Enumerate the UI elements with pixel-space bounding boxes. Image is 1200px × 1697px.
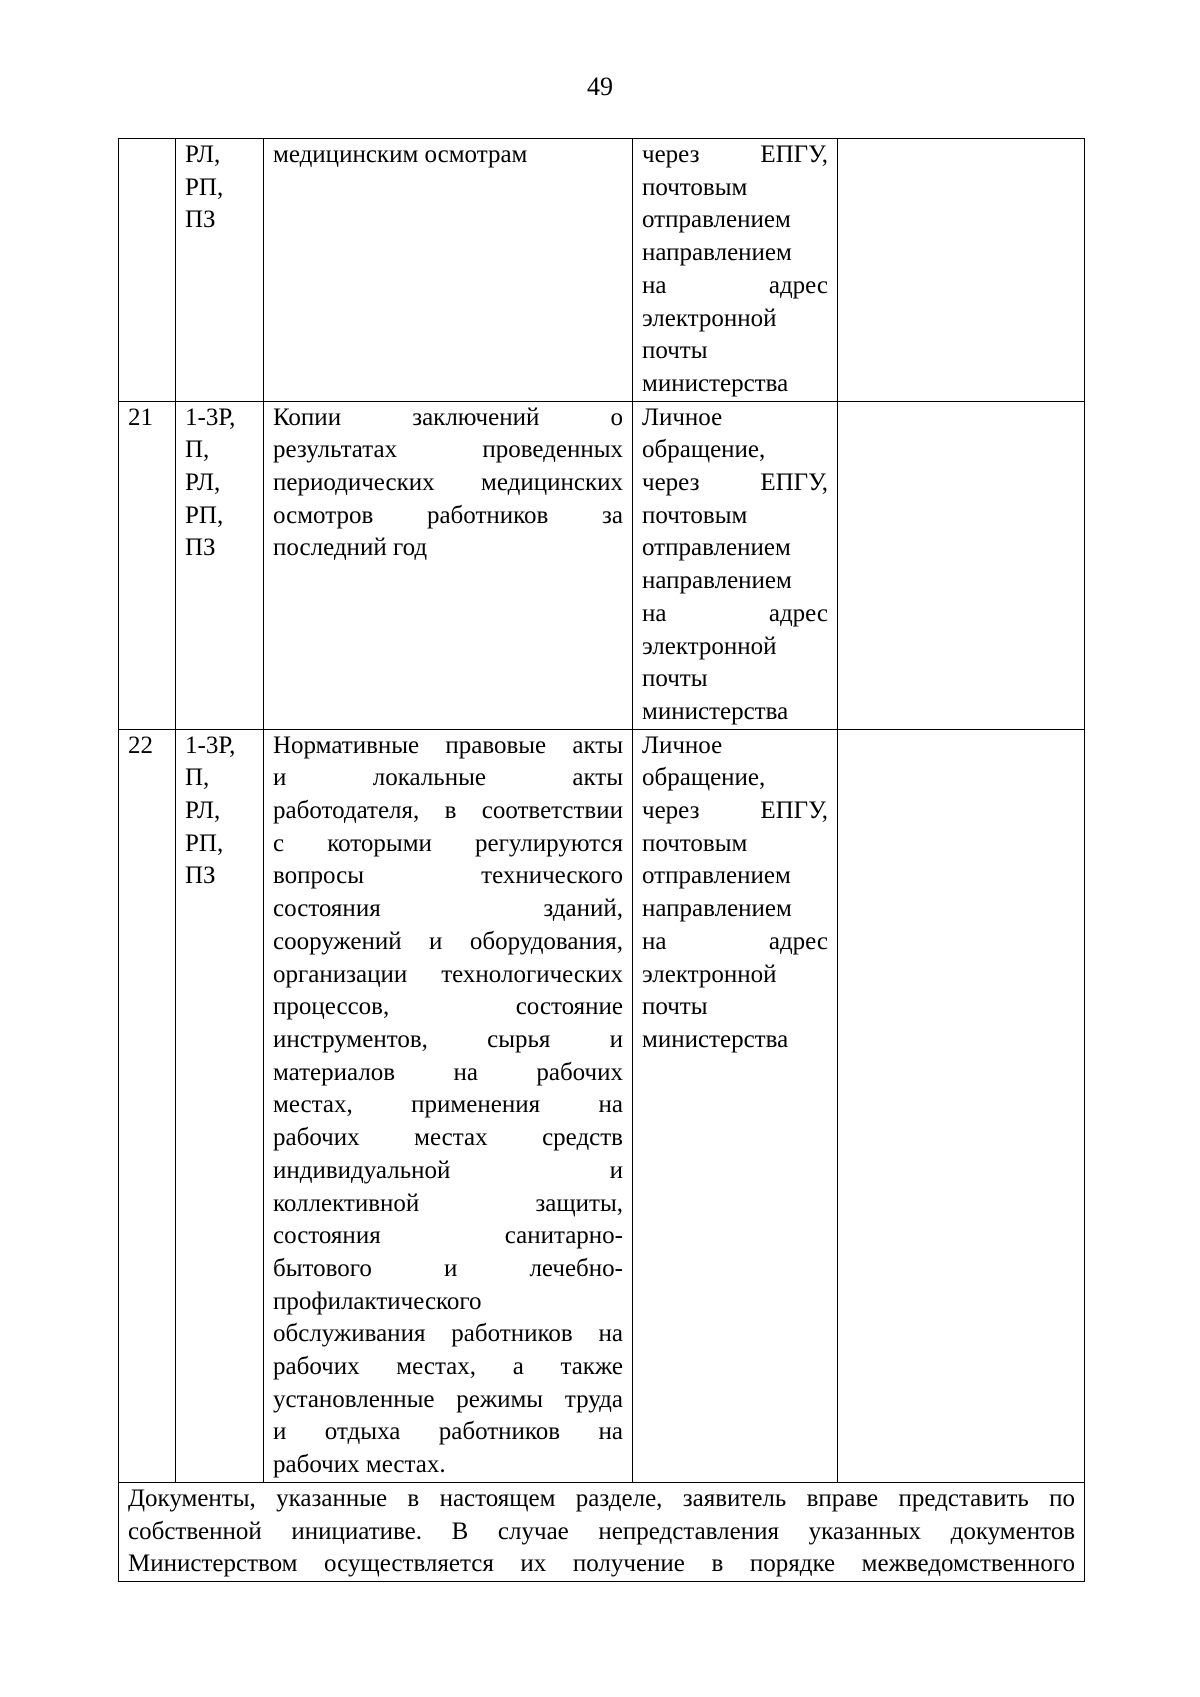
document-name-line: профилактического — [273, 1287, 482, 1315]
note-line: Документы, указанные в настоящем разделе, заявитель вправе представить по — [128, 1484, 1075, 1512]
submission-method-line: почтовым — [642, 173, 748, 201]
document-name-line: работодателя, в соответствии — [273, 797, 623, 825]
document-name-line: периодических медицинских — [273, 469, 623, 497]
document-name-cell — [264, 139, 633, 402]
document-name-line: Копии заключений о — [273, 403, 623, 431]
table-row — [119, 729, 1085, 1482]
applicant-code: РЛ, — [185, 141, 221, 168]
document-name-line: организации технологических — [273, 960, 623, 988]
applicant-code: РЛ, — [185, 469, 221, 497]
document-name-line: инструментов, сырья и — [273, 1025, 623, 1053]
submission-method-line: почты — [642, 665, 708, 693]
note-line: Министерством осуществляется их получение в порядке межведомственного — [128, 1550, 1075, 1578]
applicant-code: РП, — [185, 501, 224, 529]
document-name-line: сооружений и оборудования, — [273, 927, 623, 955]
applicant-code: ПЗ — [185, 534, 216, 562]
document-name-line: процессов, состояние — [273, 993, 623, 1021]
submission-method-line: Личное — [642, 403, 723, 431]
submission-method-line: электронной — [642, 632, 777, 660]
submission-method-line: через ЕПГУ, — [642, 797, 828, 825]
note-cell — [119, 1482, 1085, 1581]
applicant-code: 1-3Р, — [185, 731, 236, 759]
document-name-line: и локальные акты — [273, 764, 623, 792]
submission-method-line: направлением — [642, 239, 792, 267]
submission-method-line: направлением — [642, 895, 792, 923]
submission-method-line: на адрес — [642, 271, 828, 299]
document-name-line: обслуживания работников на — [273, 1320, 623, 1348]
table-body — [119, 139, 1085, 1582]
extra-cell — [838, 401, 1085, 729]
document-name-line: медицинским осмотрам — [273, 141, 528, 168]
applicant-codes-cell — [176, 139, 264, 402]
submission-method-line: обращение, — [642, 436, 766, 464]
submission-method-line: направлением — [642, 567, 792, 595]
submission-method-line: министерства — [642, 697, 789, 725]
document-name-line: осмотров работников за — [273, 501, 623, 529]
submission-method-line: отправлением — [642, 862, 791, 890]
extra-cell — [838, 729, 1085, 1482]
document-name-line: местах, применения на — [273, 1091, 623, 1119]
row-number-cell — [119, 729, 176, 1482]
document-name-line: результатах проведенных — [273, 436, 623, 464]
document-name-line: бытового и лечебно- — [273, 1254, 623, 1282]
submission-method-line: министерства — [642, 1025, 789, 1053]
submission-method-line: электронной — [642, 960, 777, 988]
submission-method-line: почтовым — [642, 501, 748, 529]
row-number: 22 — [128, 731, 153, 759]
applicant-code: П, — [185, 436, 210, 464]
row-number-cell — [119, 139, 176, 402]
submission-method-line: на адрес — [642, 599, 828, 627]
document-name-line: и отдыха работников на — [273, 1418, 623, 1446]
submission-method-cell — [633, 139, 838, 402]
submission-method-line: на адрес — [642, 927, 828, 955]
extra-cell — [838, 139, 1085, 402]
document-name-line: с которыми регулируются — [273, 829, 623, 857]
document-name-line: рабочих местах. — [273, 1451, 446, 1479]
applicant-code: ПЗ — [185, 206, 216, 234]
applicant-code: ПЗ — [185, 862, 216, 890]
submission-method-cell — [633, 401, 838, 729]
submission-method-line: обращение, — [642, 764, 766, 792]
submission-method-line: отправлением — [642, 206, 791, 234]
submission-method-line: через ЕПГУ, — [642, 469, 828, 497]
applicant-code: 1-3Р, — [185, 403, 236, 431]
documents-table — [118, 138, 1085, 1582]
applicant-code: РП, — [185, 173, 224, 201]
table-row — [119, 401, 1085, 729]
submission-method-line: почты — [642, 993, 708, 1021]
row-number: 21 — [128, 403, 153, 431]
applicant-codes-cell — [176, 401, 264, 729]
document-name-line: последний год — [273, 534, 428, 562]
note-row — [119, 1482, 1085, 1581]
document-name-line: коллективной защиты, — [273, 1189, 623, 1217]
submission-method-line: почты — [642, 337, 708, 365]
document-name-line: установленные режимы труда — [273, 1385, 623, 1413]
table-row — [119, 139, 1085, 402]
submission-method-line: через ЕПГУ, — [642, 141, 828, 168]
page-number: 49 — [587, 72, 613, 101]
submission-method-line: Личное — [642, 731, 723, 759]
document-name-line: вопросы технического — [273, 862, 623, 890]
applicant-codes-cell — [176, 729, 264, 1482]
document-name-line: Нормативные правовые акты — [273, 731, 623, 759]
document-name-cell — [264, 729, 633, 1482]
document-name-line: материалов на рабочих — [273, 1058, 623, 1086]
applicant-code: РЛ, — [185, 797, 221, 825]
submission-method-line: отправлением — [642, 534, 791, 562]
submission-method-cell — [633, 729, 838, 1482]
document-name-line: рабочих местах, а также — [273, 1353, 623, 1381]
note-line: собственной инициативе. В случае непредставления указанных документов — [128, 1517, 1075, 1545]
row-number-cell — [119, 401, 176, 729]
submission-method-line: электронной — [642, 304, 777, 332]
document-name-line: индивидуальной и — [273, 1156, 623, 1184]
submission-method-line: министерства — [642, 369, 789, 397]
applicant-code: П, — [185, 764, 210, 792]
document-name-cell — [264, 401, 633, 729]
document-name-line: состояния санитарно- — [273, 1222, 623, 1250]
submission-method-line: почтовым — [642, 829, 748, 857]
applicant-code: РП, — [185, 829, 224, 857]
document-name-line: рабочих местах средств — [273, 1124, 623, 1152]
document-name-line: состояния зданий, — [273, 895, 623, 923]
